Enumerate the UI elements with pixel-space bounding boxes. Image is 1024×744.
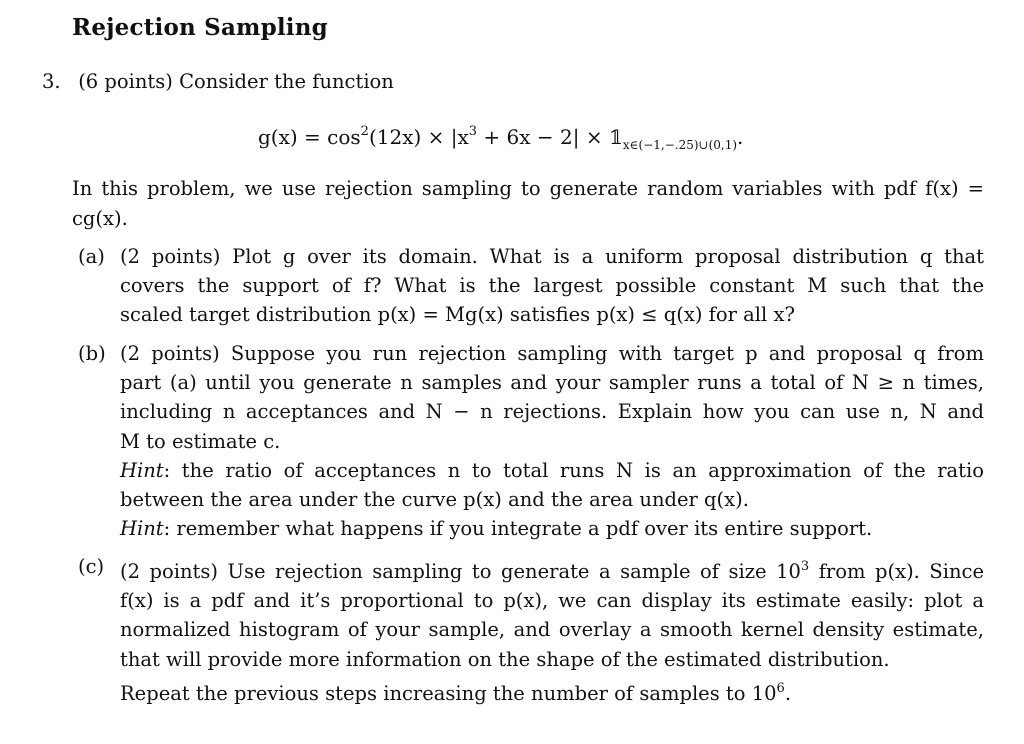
part-c-body	[120, 552, 984, 708]
part-b-line: M to estimate c.	[120, 429, 281, 453]
part-c-line: f(x) is a pdf and it’s proportional to p(x), we can display its estimate easily: plot a	[120, 589, 984, 613]
part-b-line: including n acceptances and N − n rejections. Explain how you can use n, N and	[120, 400, 984, 424]
part-b	[78, 339, 984, 543]
part-c-line-1-text: (2 points) Use rejection sampling to generate a sample of size 10	[120, 560, 801, 583]
eq-indicator-subscript: x∈(−1,−.25)∪(0,1)	[622, 138, 738, 152]
part-c-line	[120, 552, 984, 586]
part-b-line: (2 points) Suppose you run rejection sampling with target p and proposal q from	[120, 342, 984, 365]
eq-part2: + 6x − 2| × 𝟙	[477, 125, 623, 149]
part-b-label: (b)	[78, 342, 106, 365]
problem-number: 3.	[42, 70, 61, 93]
part-a	[78, 242, 984, 330]
hint-label: Hint	[120, 458, 164, 482]
part-a-line: covers the support of f? What is the largest possible constant M such that the	[120, 274, 984, 298]
part-a-body	[120, 242, 984, 330]
part-c-line-1-tail: from p(x). Since	[809, 560, 985, 583]
section-title: Rejection Sampling	[72, 14, 328, 41]
function-equation	[258, 124, 743, 152]
eq-square: 2	[360, 124, 369, 139]
part-c-last-end: .	[784, 681, 792, 705]
part-c-label: (c)	[78, 555, 105, 578]
part-c	[78, 552, 984, 708]
hint-1-text: : the ratio of acceptances n to total runs N is an approximation of the ratio	[163, 458, 984, 482]
exponent: 3	[800, 559, 810, 574]
part-b-body	[120, 339, 984, 543]
part-a-line: scaled target distribution p(x) = Mg(x) satisfies p(x) ≤ q(x) for all x?	[120, 303, 795, 327]
part-b-line: part (a) until you generate n samples and your sampler runs a total of N ≥ n times,	[120, 371, 984, 395]
hint-label: Hint	[120, 517, 164, 541]
part-c-line: normalized histogram of your sample, and overlay a smooth kernel density estimate,	[120, 618, 984, 642]
eq-part1: (12x) × |x	[368, 125, 469, 149]
hint-2-text: : remember what happens if you integrate a pdf over its entire support.	[163, 517, 873, 541]
problem-header-text: (6 points) Consider the function	[78, 70, 394, 93]
intro-line-1: In this problem, we use rejection sampling to generate random variables with pdf f(x) =	[72, 177, 984, 200]
problem-intro	[72, 174, 984, 233]
problem-header	[42, 70, 394, 93]
part-a-label: (a)	[78, 245, 105, 268]
eq-lhs: g(x) = cos	[258, 125, 361, 149]
part-b-hint-1-cont: between the area under the curve p(x) and the area under q(x).	[120, 488, 749, 512]
exponent: 6	[776, 680, 785, 696]
part-c-line: that will provide more information on the shape of the estimated distribution.	[120, 647, 890, 671]
eq-end: .	[737, 125, 744, 149]
eq-cube: 3	[468, 124, 478, 139]
part-b-hint-2	[120, 514, 984, 543]
intro-line-2: cg(x).	[72, 206, 128, 230]
part-b-hint-1	[120, 456, 984, 485]
part-c-last-text: Repeat the previous steps increasing the number of samples to 10	[120, 681, 777, 705]
part-a-line: (2 points) Plot g over its domain. What is a uniform proposal distribution q that	[120, 245, 984, 268]
part-c-last-line	[120, 674, 984, 708]
